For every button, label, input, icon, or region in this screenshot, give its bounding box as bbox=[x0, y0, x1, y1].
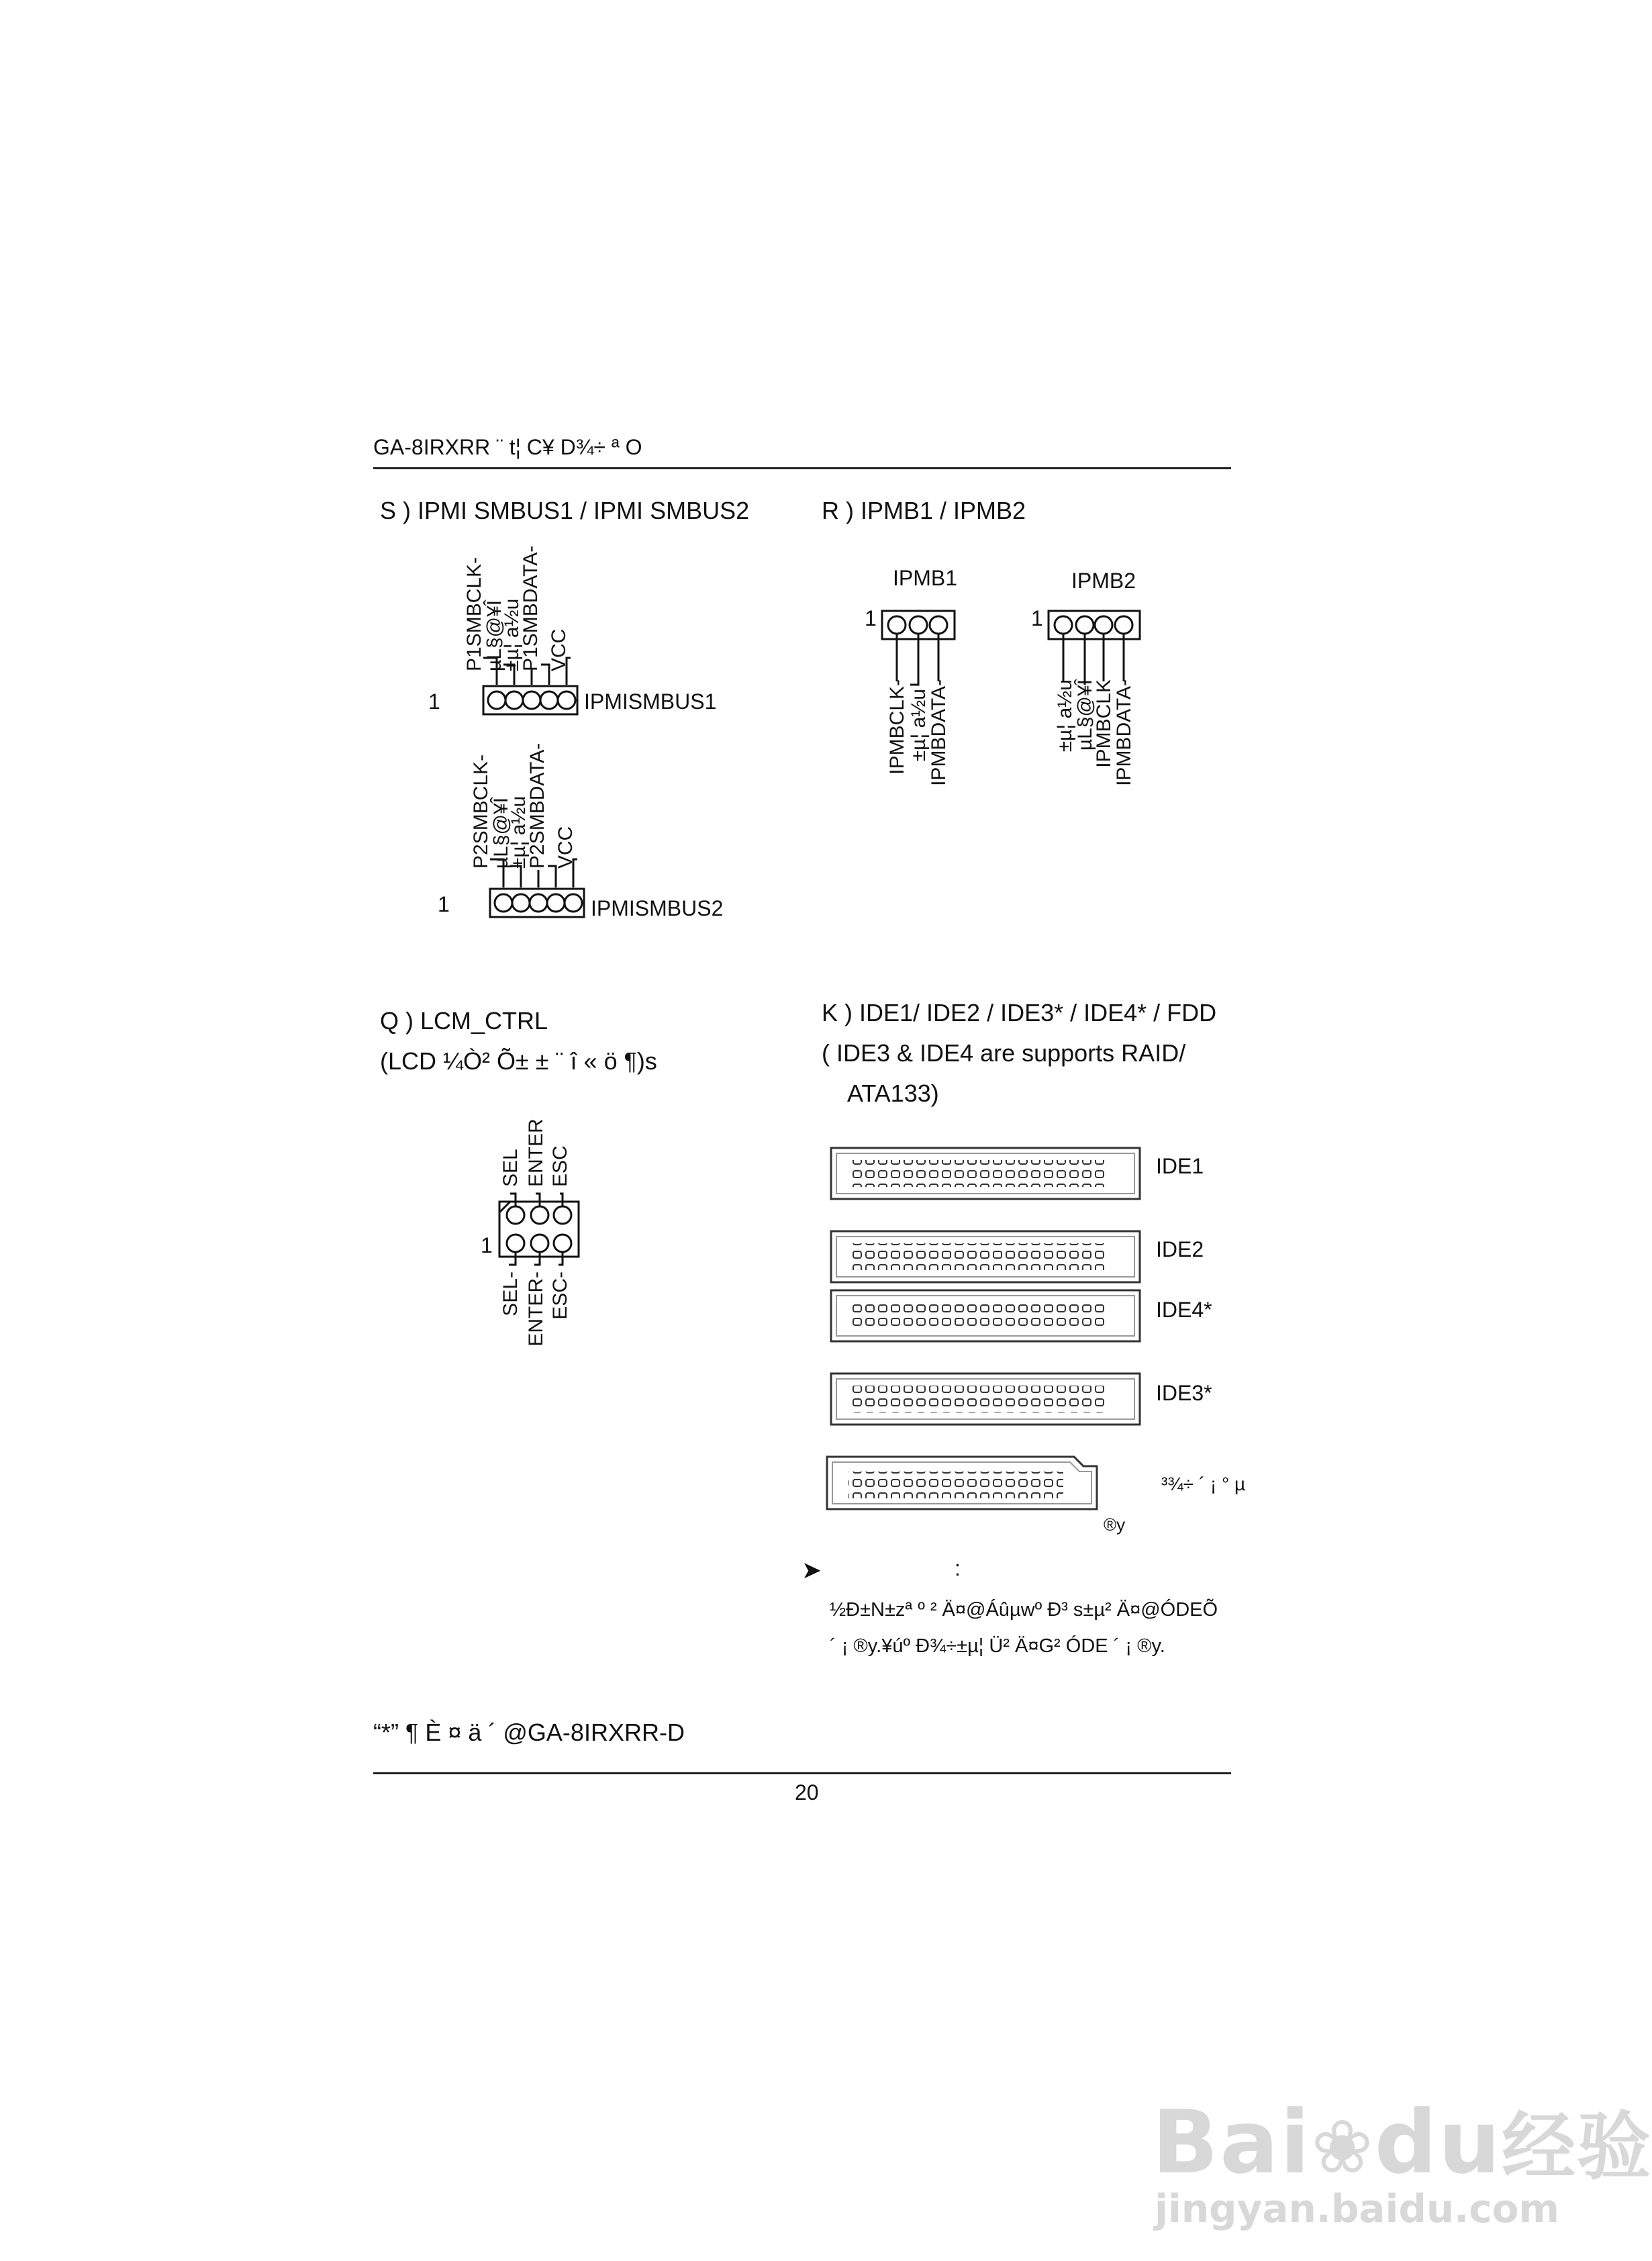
lcm-bottom-pin-label-1: SEL- bbox=[499, 1271, 522, 1316]
ipmb2-label: IPMB2 bbox=[1071, 569, 1136, 593]
ide3-label: IDE3* bbox=[1156, 1381, 1212, 1405]
smbus1-pin1-marker: 1 bbox=[428, 689, 440, 714]
ide2-label: IDE2 bbox=[1156, 1237, 1204, 1261]
tip-arrow-icon: ➤ bbox=[801, 1556, 822, 1584]
lcm-pin1-marker: 1 bbox=[481, 1233, 493, 1257]
ipmb1-pin-label-3: IPMBDATA- bbox=[928, 679, 950, 786]
fdd-label: ³¾÷ ´ ¡ ° µ bbox=[1161, 1474, 1246, 1494]
running-header: GA-8IRXRR ¨ t¦ C¥ D¾÷ ª O bbox=[373, 435, 642, 459]
ipmb2-pin-label-1: ±µ¦ a½u bbox=[1054, 679, 1076, 753]
page-number: 20 bbox=[795, 1780, 819, 1805]
smbus1-pin-label-3: ±µ¦ a½u bbox=[501, 598, 523, 671]
fdd-label-suffix: ®y bbox=[1104, 1514, 1126, 1535]
ide-fdd-connectors-diagram bbox=[826, 1141, 1246, 1544]
ipmb2-pin1-marker: 1 bbox=[1031, 606, 1043, 630]
footnote: “*” ¶ È ¤ ä ´ @GA-8IRXRR-D bbox=[373, 1719, 685, 1746]
baidu-watermark-url: jingyan.baidu.com bbox=[1155, 2186, 1559, 2231]
baidu-watermark-logo bbox=[1152, 2088, 1652, 2194]
ide-raid-note-line1: ( IDE3 & IDE4 are supports RAID/ bbox=[822, 1039, 1186, 1067]
header-rule bbox=[373, 467, 1231, 469]
smbus1-label: IPMISMBUS1 bbox=[584, 689, 717, 714]
lcm-ctrl-subtitle: (LCD ¼Ò² Õ± ± ¨ î « ö ¶)s bbox=[380, 1047, 657, 1075]
fdd-connector bbox=[827, 1457, 1097, 1509]
ide3-connector bbox=[831, 1374, 1140, 1425]
ipmb1-label: IPMB1 bbox=[893, 566, 958, 590]
ipmb-diagram bbox=[859, 564, 1181, 806]
ide4-label: IDE4* bbox=[1156, 1298, 1212, 1322]
section-title-ide-fdd: K ) IDE1/ IDE2 / IDE3* / IDE4* / FDD bbox=[822, 999, 1217, 1026]
smbus1-pin-label-4: P1SMBDATA- bbox=[520, 545, 542, 671]
smbus1-pin-label-5: VCC bbox=[548, 628, 570, 671]
lcm-top-pin-label-1: SEL bbox=[499, 1149, 522, 1187]
lcm-top-pin-label-3: ESC bbox=[549, 1145, 571, 1187]
smbus1-pin-label-2: µL§@¥Î bbox=[483, 599, 505, 671]
smbus2-pin-label-4: P2SMBDATA- bbox=[526, 742, 548, 869]
paw-icon: ❀ bbox=[1311, 2104, 1375, 2190]
baidu-watermark-brand2: du bbox=[1374, 2091, 1502, 2193]
smbus2-pin-label-3: ±µ¦ a½u bbox=[507, 796, 530, 869]
ide1-connector bbox=[831, 1148, 1140, 1199]
footer-rule bbox=[373, 1772, 1231, 1774]
smbus2-pin1-marker: 1 bbox=[438, 892, 450, 916]
section-title-ipmi-smbus: S ) IPMI SMBUS1 / IPMI SMBUS2 bbox=[380, 497, 750, 524]
lcm-bottom-pin-label-3: ESC- bbox=[549, 1271, 571, 1320]
ipmb2-pin-label-4: IPMBDATA- bbox=[1113, 679, 1135, 786]
lcm-top-pin-label-2: ENTER bbox=[525, 1118, 547, 1187]
tip-text-line1: ½Ð±N±zª º ² Ä¤@Áûµwº Ð³ s±µ² Ä¤@ÓDEÕ bbox=[830, 1599, 1218, 1621]
ipmb1-pin-label-1: IPMBCLK- bbox=[886, 679, 908, 775]
ide1-label: IDE1 bbox=[1156, 1154, 1204, 1178]
ipmb2-pin-label-3: IPMBCLK bbox=[1093, 679, 1115, 768]
ipmb1-pin1-marker: 1 bbox=[865, 606, 877, 630]
baidu-watermark-brand: Bai bbox=[1152, 2091, 1312, 2193]
ipmb2-pin-label-2: µL§@¥Î bbox=[1074, 679, 1096, 751]
section-title-lcm-ctrl: Q ) LCM_CTRL bbox=[380, 1007, 548, 1035]
ide-raid-note-line2: ATA133) bbox=[847, 1079, 939, 1107]
ide2-connector bbox=[831, 1231, 1140, 1282]
ide4-connector bbox=[831, 1290, 1140, 1341]
smbus2-label: IPMISMBUS2 bbox=[591, 896, 724, 920]
ipmi-smbus2-diagram bbox=[423, 738, 799, 940]
ipmb1-pin-label-2: ±µ¦ a½u bbox=[908, 689, 930, 762]
tip-label: : bbox=[955, 1556, 961, 1580]
smbus2-pin-label-2: µL§@¥Î bbox=[490, 797, 512, 869]
tip-text-line2: ´ ¡ ®y.¥úº Ð¾÷±µ¦ Ü² Ä¤G² ÓDE ´ ¡ ®y. bbox=[830, 1635, 1165, 1657]
smbus2-pin-label-5: VCC bbox=[554, 826, 577, 869]
section-title-ipmb: R ) IPMB1 / IPMB2 bbox=[822, 497, 1026, 524]
smbus1-pin-label-1: P1SMBCLK- bbox=[463, 557, 485, 671]
smbus2-pin-label-1: P2SMBCLK- bbox=[470, 754, 492, 869]
baidu-watermark-cn: 经验 bbox=[1502, 2104, 1652, 2190]
lcm-bottom-pin-label-2: ENTER- bbox=[525, 1271, 547, 1347]
lcm-ctrl-diagram bbox=[470, 1101, 671, 1347]
